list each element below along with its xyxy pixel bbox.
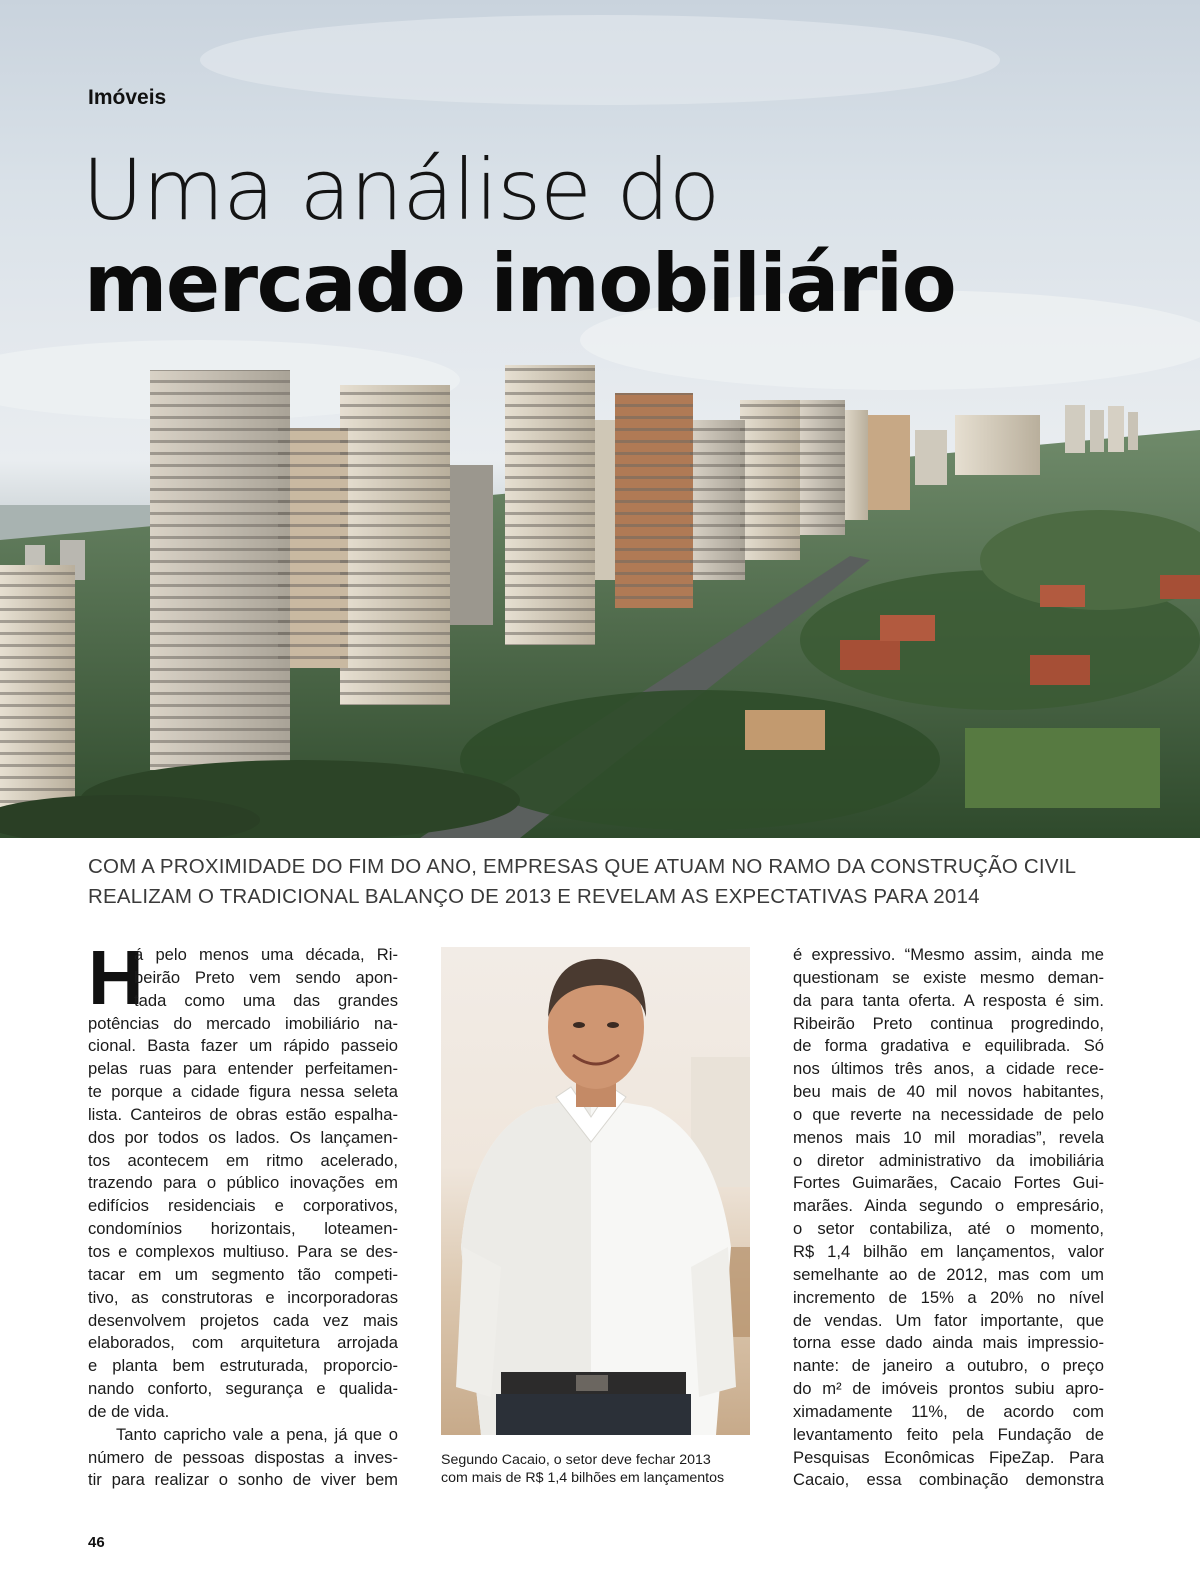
body-line: número de pessoas dispostas a inves- xyxy=(88,1447,398,1467)
body-line: nando conforto, segurança e qualida- xyxy=(88,1379,398,1399)
body-line: desenvolvem projetos cada vez mais xyxy=(88,1310,398,1330)
page-number: 46 xyxy=(88,1534,105,1551)
body-line: tivo, as construtoras e incorporadoras xyxy=(88,1287,398,1307)
body-line: Ribeirão Preto continua progredindo, xyxy=(793,1013,1104,1033)
body-line: de de vida. xyxy=(88,1401,170,1421)
body-line: questionam se existe mesmo deman- xyxy=(793,967,1104,987)
body-line: de forma gradativa e equilibrada. Só xyxy=(793,1036,1104,1056)
body-line: edifícios residenciais e corporativos, xyxy=(88,1196,398,1216)
body-line: tir para realizar o sonho de viver bem xyxy=(88,1470,398,1490)
body-line: nante: de janeiro a outubro, o preço xyxy=(793,1356,1104,1376)
caption-line: Segundo Cacaio, o setor deve fechar 2013 xyxy=(441,1452,711,1468)
body-line: beirão Preto vem sendo apon- xyxy=(134,967,398,987)
body-line: torna esse dado ainda mais impressio- xyxy=(793,1333,1104,1353)
standfirst-line: REALIZAM O TRADICIONAL BALANÇO DE 2013 E REVELAM AS EXPECTATIVAS PARA 2014 xyxy=(88,885,980,908)
body-line: semelhante ao de 2012, mas com um xyxy=(793,1264,1104,1284)
body-line: tos e complexos multiuso. Para se des- xyxy=(88,1241,398,1261)
standfirst-line: COM A PROXIMIDADE DO FIM DO ANO, EMPRESAS QUE ATUAM NO RAMO DA CONSTRUÇÃO CIVIL xyxy=(88,855,1077,878)
body-line: o diretor administrativo da imobiliária xyxy=(793,1150,1104,1170)
headline-line-1: Uma análise do xyxy=(82,141,720,239)
body-line: beu mais de 40 mil novos habitantes, xyxy=(793,1082,1104,1102)
body-line: tacar em um segmento tão competi- xyxy=(88,1264,398,1284)
body-line: condomínios horizontais, loteamen- xyxy=(88,1219,398,1239)
body-line: da para tanta oferta. A resposta é sim. xyxy=(793,990,1104,1010)
body-line: elaborados, com arquitetura arrojada xyxy=(88,1333,398,1353)
body-line: levantamento feito pela Fundação de xyxy=(793,1424,1104,1444)
portrait-photo xyxy=(441,947,750,1435)
body-line: á pelo menos uma década, Ri- xyxy=(134,945,398,964)
man-portrait xyxy=(441,947,750,1435)
body-column-left xyxy=(88,935,398,1492)
body-line: Pesquisas Econômicas FipeZap. Para xyxy=(793,1447,1104,1467)
body-line: dos por todos os lados. Os lançamen- xyxy=(88,1127,398,1147)
body-line: te porque a cidade figura nessa seleta xyxy=(88,1082,398,1102)
body-line: lista. Canteiros de obras estão espalha- xyxy=(88,1104,398,1124)
section-label: Imóveis xyxy=(88,86,167,109)
body-line: de vendas. Um fator importante, que xyxy=(793,1310,1104,1330)
body-line: Tanto capricho vale a pena, já que o xyxy=(116,1424,398,1444)
body-line: e planta bem estruturada, proporcio- xyxy=(88,1356,398,1376)
body-line: é expressivo. “Mesmo assim, ainda me xyxy=(793,945,1104,964)
body-line: Cacaio, essa combinação demonstra xyxy=(793,1470,1104,1490)
caption-line: com mais de R$ 1,4 bilhões em lançamentos xyxy=(441,1470,725,1486)
body-line: pelas ruas para entender perfeitamen- xyxy=(88,1059,398,1079)
body-line: incremento de 15% a 20% no nível xyxy=(793,1287,1104,1307)
body-line: R$ 1,4 bilhão em lançamentos, valor xyxy=(793,1241,1104,1261)
body-line: do m² de imóveis prontos subiu apro- xyxy=(793,1379,1104,1399)
body-line: tada como uma das grandes xyxy=(134,990,398,1010)
body-line: Fortes Guimarães, Cacaio Fortes Gui- xyxy=(793,1173,1104,1193)
body-line: o setor contabiliza, até o momento, xyxy=(793,1219,1104,1239)
standfirst xyxy=(88,852,1118,912)
headline-line-2: mercado imobiliário xyxy=(84,237,956,330)
drop-cap: H xyxy=(88,935,144,1021)
body-line: nos últimos três anos, a cidade rece- xyxy=(793,1059,1104,1079)
body-line: menos mais 10 mil moradias”, revela xyxy=(793,1127,1104,1147)
body-line: potências do mercado imobiliário na- xyxy=(88,1013,398,1033)
photo-caption xyxy=(441,1451,761,1487)
body-line: cional. Basta fazer um rápido passeio xyxy=(88,1036,398,1056)
body-line: o que reverte na necessidade de pelo xyxy=(793,1104,1104,1124)
body-line: tos acontecem em ritmo acelerado, xyxy=(88,1150,398,1170)
body-column-right xyxy=(793,944,1104,1492)
body-line: marães. Ainda segundo o empresário, xyxy=(793,1196,1104,1216)
body-line: ximadamente 11%, de acordo com xyxy=(793,1401,1104,1421)
body-line: trazendo para o público inovações em xyxy=(88,1173,398,1193)
